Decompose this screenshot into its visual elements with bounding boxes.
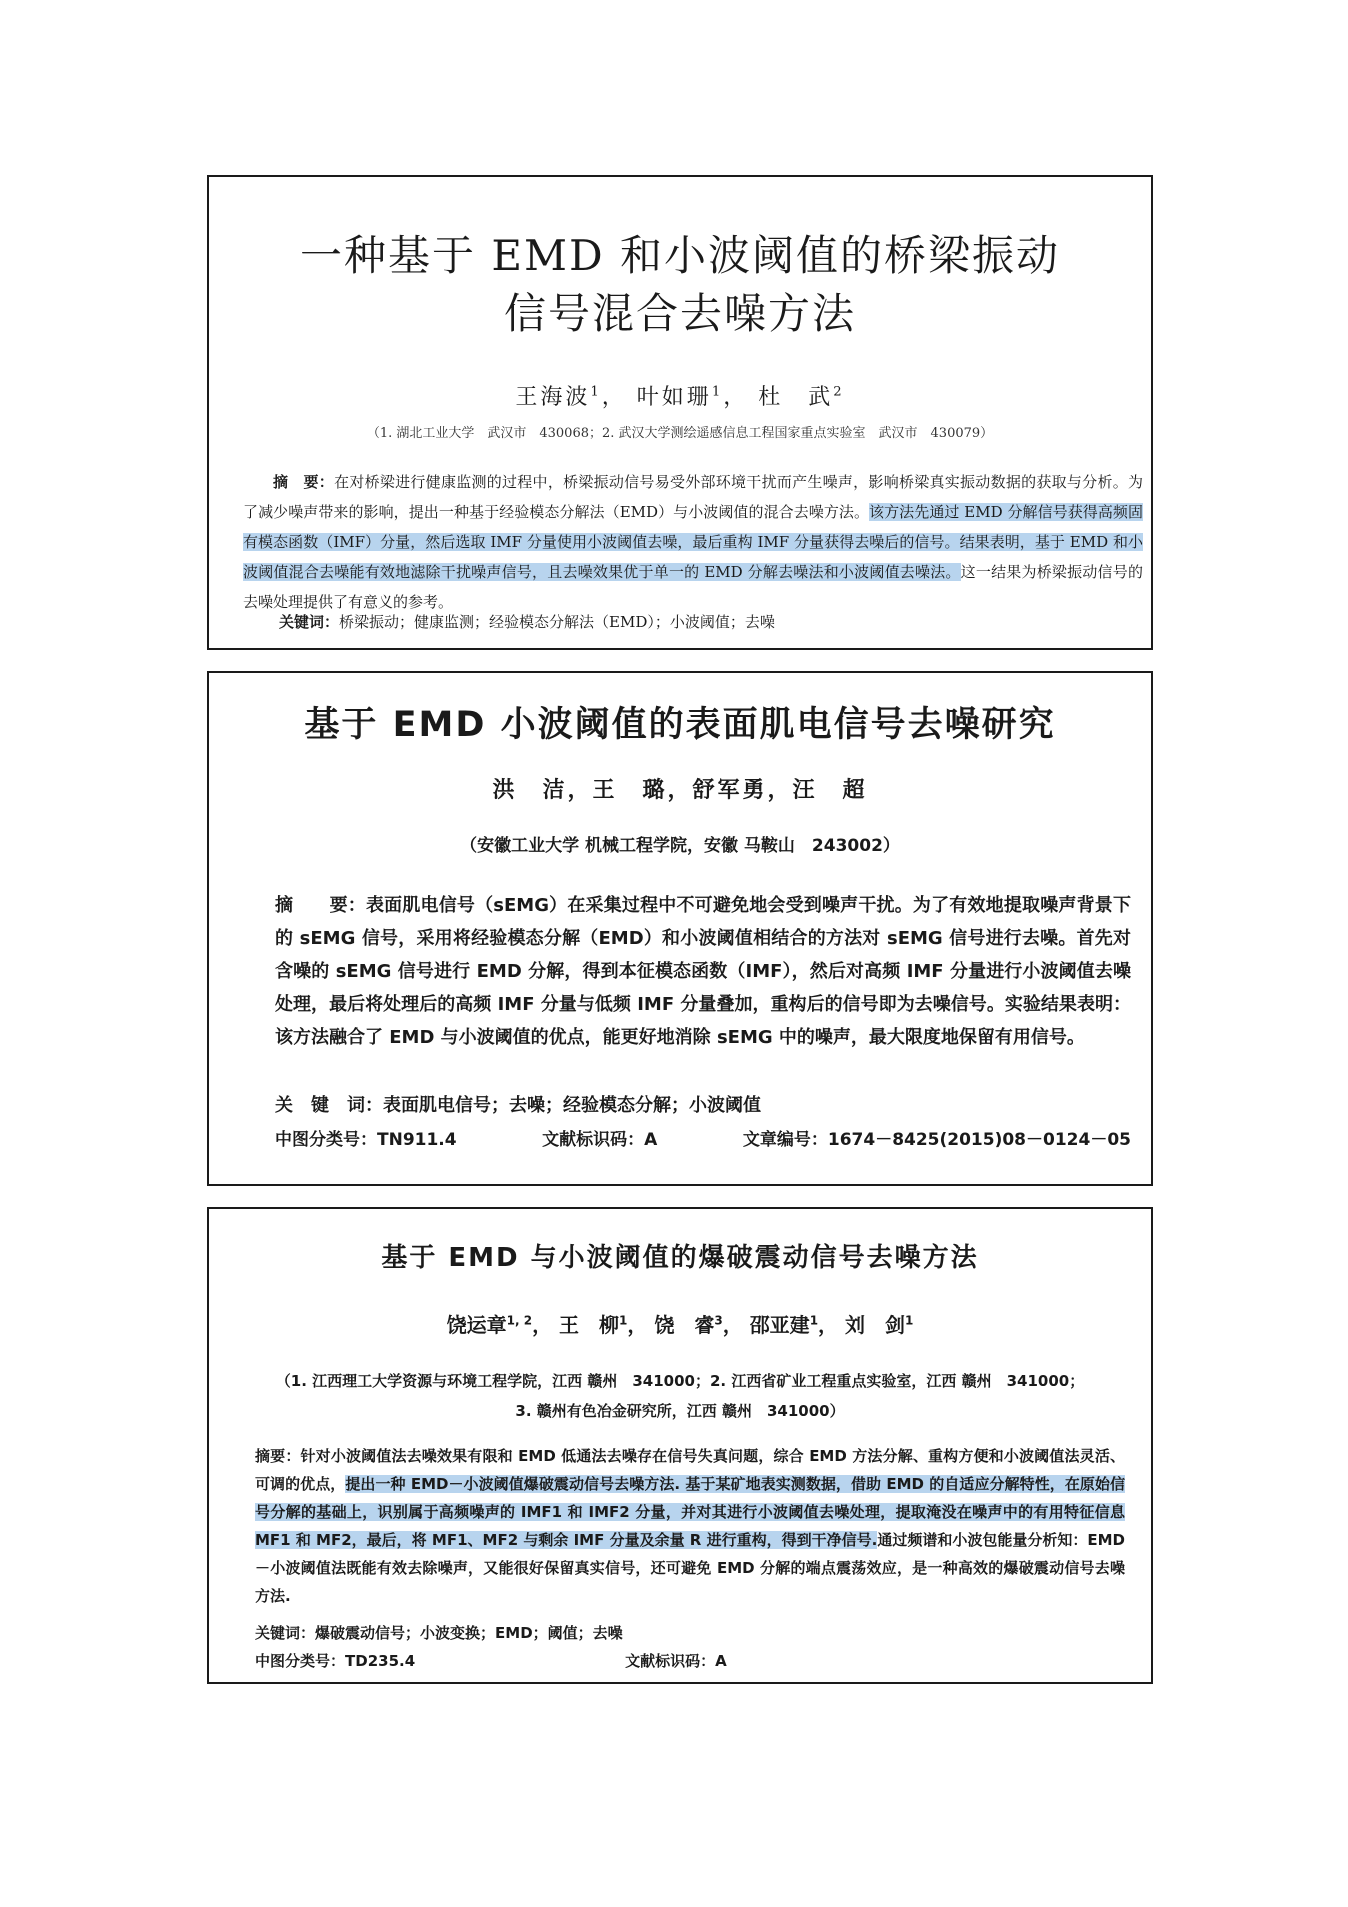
author-sup: 1 [809,1313,819,1328]
author-sup: 1 [619,1313,628,1328]
paper-title [209,227,1151,343]
keywords-label: 关键词： [279,613,340,631]
paper-card-2 [207,671,1153,1186]
abstract-text: 在对桥梁进行健康监测的过程中，桥梁振动信号易受外部环境干扰而产生噪声，影响桥梁真实振动数据的获取与分析。为了减少噪声带来的影响，提出一种基于经验模态分解法（EMD）与小波阈值的混合去噪方法。 [243,473,1143,521]
keywords [275,1091,761,1117]
author-name: 王海波 [515,385,591,410]
abstract-label: 摘 要： [275,895,366,916]
affiliation: （1. 湖北工业大学 武汉市 430068；2. 武汉大学测绘遥感信息工程国家重点实验室 武汉市 430079） [366,426,994,441]
author-sup: 2 [833,384,845,400]
keywords [255,1622,623,1643]
clc-number: 中图分类号：TD235.4 [255,1652,416,1670]
author-sup: 3 [714,1313,723,1328]
author-name: 王 柳 [559,1313,620,1337]
author-sup: 1 [711,384,724,400]
abstract [243,467,1143,617]
author-name: 饶运章 [446,1313,507,1337]
title-line-1: 一种基于 EMD 和小波阈值的桥梁振动 [299,231,1061,280]
highlighted-text[interactable]: 该方法先通过 EMD 分解信号获得高频固有模态函数（IMF）分量，然后选取 IMF 分量使用小波阈值去噪，最后重构 IMF 分量获得去噪后的信号。结果表明，基于 EMD 和小波阈值混合去噪能有效地滤除干扰噪声信号，且去噪效果优于单一的 EMD 分解去噪法和小波阈值去噪法。 [243,503,1143,581]
keywords-text: 桥梁振动；健康监测；经验模态分解法（EMD）；小波阈值；去噪 [339,613,775,631]
affiliation [215,1366,1145,1426]
paper-card-3 [207,1207,1153,1684]
abstract-text: 表面肌电信号（sEMG）在采集过程中不可避免地会受到噪声干扰。为了有效地提取噪声背景下的 sEMG 信号，采用将经验模态分解（EMD）和小波阈值相结合的方法对 sEMG 信号进行去噪。首先对含噪的 sEMG 信号进行 EMD 分解，得到本征模态函数（IMF），然后对高频 IMF 分量进行小波阈值去噪处理，最后将处理后的高频 IMF 分量与低频 IMF 分量叠加，重构后的信号即为去噪信号。实验结果表明：该方法融合了 EMD 与小波阈值的优点，能更好地消除 sEMG 中的噪声，最大限度地保留有用信号。 [275,895,1131,1048]
abstract-text: 针对小波阈值法去噪效果有限和 EMD 低通法去噪存在信号失真问题，综合 EMD 方法分解、重构方便和小波阈值法灵活、可调的优点， [255,1447,1125,1493]
author-name: 刘 剑 [845,1313,906,1337]
highlighted-text[interactable]: 提出一种 EMD－小波阈值爆破震动信号去噪方法. 基于某矿地表实测数据，借助 EMD 的自适应分解特性，在原始信号分解的基础上，识别属于高频噪声的 IMF1 和 IMF2 分量，并对其进行小波阈值去噪处理，提取淹没在噪声中的有用特征信息 MF1 和 MF2，最后，将 MF1、MF2 与剩余 IMF 分量及余量 R 进行重构，得到干净信号. [255,1475,1125,1549]
paper-card-1 [207,175,1153,650]
author-sup: 1 [905,1313,914,1328]
keywords [279,611,775,632]
keywords-label: 关键词： [255,1624,316,1642]
metadata-row [275,1125,1131,1150]
author-name: 饶 睿 [654,1313,715,1337]
author-list: 饶运章$^{1, 2}$， 王 柳$^1$， 饶 睿$^3$， 邵亚建$^1$， 刘 剑$^1$ [446,1313,914,1337]
metadata-row [255,1650,727,1671]
abstract [275,889,1131,1054]
affiliation-line-1: （1. 江西理工大学资源与环境工程学院，江西 赣州 341000；2. 江西省矿业工程重点实验室，江西 赣州 341000； [275,1372,1085,1390]
title-line-2: 信号混合去噪方法 [503,289,856,338]
document-code: 文献标识码：A [625,1652,727,1670]
keywords-label: 关 键 词： [275,1095,383,1116]
author-name: 杜 武 [758,385,834,410]
abstract [255,1442,1125,1610]
paper-title: 基于 EMD 与小波阈值的爆破震动信号去噪方法 [381,1243,979,1273]
author-name: 邵亚建 [749,1313,810,1337]
author-sup: 1, 2 [506,1313,533,1328]
article-number: 文章编号：1674－8425(2015)08－0124－05 [742,1130,1131,1150]
keywords-text: 表面肌电信号；去噪；经验模态分解；小波阈值 [383,1095,761,1116]
document-code: 文献标识码：A [542,1130,658,1150]
affiliation: （安徽工业大学 机械工程学院，安徽 马鞍山 243002） [460,836,900,856]
author-list: 王海波$^1$， 叶如珊$^1$， 杜 武$^2$ [515,384,845,410]
clc-number: 中图分类号：TN911.4 [275,1130,457,1150]
abstract-label: 摘要： [255,1447,301,1465]
author-name: 叶如珊 [636,385,712,410]
abstract-text-end: 通过频谱和小波包能量分析知：EMD－小波阈值法既能有效去除噪声，又能很好保留真实信号，还可避免 EMD 分解的端点震荡效应，是一种高效的爆破震动信号去噪方法. [255,1531,1125,1605]
abstract-text-end: 这一结果为桥梁振动信号的去噪处理提供了有意义的参考。 [243,563,1143,611]
author-sup: 1 [590,384,602,400]
abstract-label: 摘 要： [273,473,335,491]
paper-title: 基于 EMD 小波阈值的表面肌电信号去噪研究 [304,705,1056,745]
keywords-text: 爆破震动信号；小波变换；EMD；阈值；去噪 [315,1624,623,1642]
author-list: 洪 洁，王 璐，舒军勇，汪 超 [492,778,868,803]
affiliation-line-2: 3. 赣州有色冶金研究所，江西 赣州 341000） [515,1402,845,1420]
